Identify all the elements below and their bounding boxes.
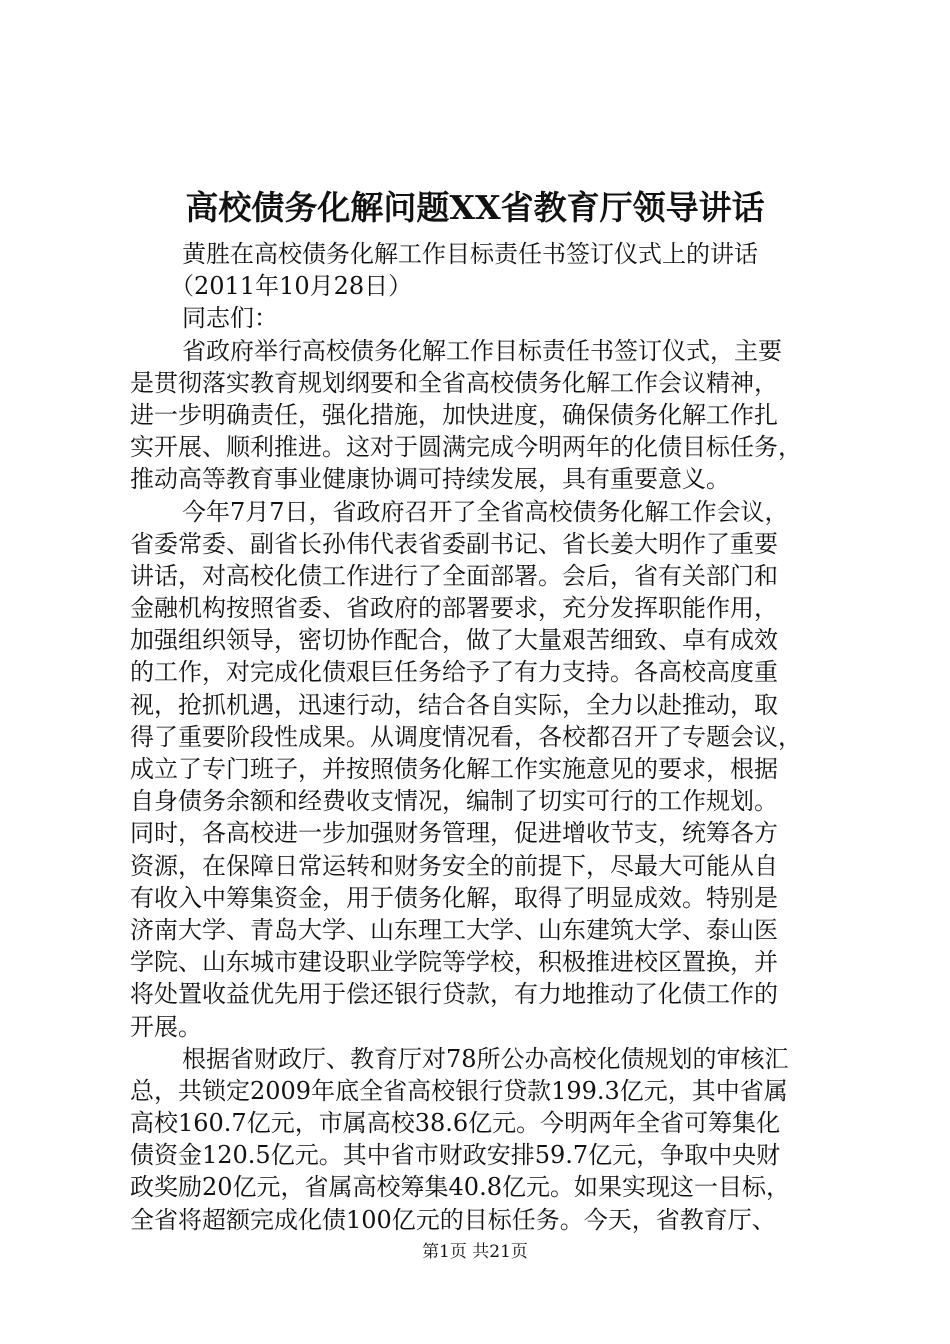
- document-body: [130, 238, 850, 1236]
- paragraph-line: 全省将超额完成化债100亿元的目标任务。今天，省教育厅、: [130, 1205, 776, 1234]
- paragraph-line: 省政府举行高校债务化解工作目标责任书签订仪式，主要: [182, 336, 782, 365]
- paragraph-line: 得了重要阶段性成果。从调度情况看，各校都召开了专题会议，: [130, 722, 802, 751]
- date-line: （2011年10月28日）: [170, 272, 413, 301]
- paragraph-line: 是贯彻落实教育规划纲要和全省高校债务化解工作会议精神，: [130, 368, 778, 397]
- subtitle-line: 黄胜在高校债务化解工作目标责任书签订仪式上的讲话: [182, 240, 758, 268]
- paragraph-line: 政奖励20亿元，省属高校筹集40.8亿元。如果实现这一目标，: [130, 1173, 790, 1202]
- paragraph-line: 视，抢抓机遇，迅速行动，结合各自实际，全力以赴推动，取: [130, 690, 778, 719]
- paragraph-line: 今年7月7日，省政府召开了全省高校债务化解工作会议，: [182, 497, 789, 526]
- page-number-footer: 第1页 共21页: [422, 1242, 528, 1262]
- paragraph-line: 债资金120.5亿元。其中省市财政安排59.7亿元，争取中央财: [130, 1141, 781, 1170]
- paragraph-line: 同时，各高校进一步加强财务管理，促进增收节支，统筹各方: [130, 819, 778, 848]
- paragraph-line: 将处置收益优先用于偿还银行贷款，有力地推动了化债工作的: [130, 980, 778, 1009]
- paragraph-line: 金融机构按照省委、省政府的部署要求，充分发挥职能作用，: [130, 594, 778, 623]
- paragraph-line: 根据省财政厅、教育厅对78所公办高校化债规划的审核汇: [182, 1044, 789, 1073]
- document-title: 高校债务化解问题XX省教育厅领导讲话: [185, 188, 765, 227]
- paragraph-line: 实开展、顺利推进。这对于圆满完成今明两年的化债目标任务，: [130, 433, 802, 462]
- paragraph-line: 济南大学、青岛大学、山东理工大学、山东建筑大学、泰山医: [130, 915, 778, 944]
- paragraph-line: 加强组织领导，密切协作配合，做了大量艰苦细致、卓有成效: [130, 626, 778, 655]
- paragraph-line: 总，共锁定2009年底全省高校银行贷款199.3亿元，其中省属: [130, 1076, 788, 1105]
- paragraph-line: 自身债务余额和经费收支情况，编制了切实可行的工作规划。: [130, 787, 778, 816]
- paragraph-line: 资源，在保障日常运转和财务安全的前提下，尽最大可能从自: [130, 851, 778, 880]
- paragraph-line: 推动高等教育事业健康协调可持续发展，具有重要意义。: [130, 465, 730, 494]
- salutation-line: 同志们：: [182, 304, 278, 333]
- paragraph-line: 学院、山东城市建设职业学院等学校，积极推进校区置换，并: [130, 948, 778, 977]
- paragraph-line: 成立了专门班子，并按照债务化解工作实施意见的要求，根据: [130, 755, 778, 783]
- paragraph-line: 开展。: [130, 1012, 202, 1041]
- paragraph-line: 高校160.7亿元，市属高校38.6亿元。今明两年全省可筹集化: [130, 1109, 781, 1138]
- paragraph-line: 讲话，对高校化债工作进行了全面部署。会后，省有关部门和: [130, 561, 778, 590]
- paragraph-line: 的工作，对完成化债艰巨任务给予了有力支持。各高校高度重: [130, 658, 778, 687]
- paragraph-line: 有收入中筹集资金，用于债务化解，取得了明显成效。特别是: [130, 883, 778, 912]
- paragraph-line: 进一步明确责任，强化措施，加快进度，确保债务化解工作扎: [130, 400, 778, 429]
- paragraph-line: 省委常委、副省长孙伟代表省委副书记、省长姜大明作了重要: [130, 529, 778, 558]
